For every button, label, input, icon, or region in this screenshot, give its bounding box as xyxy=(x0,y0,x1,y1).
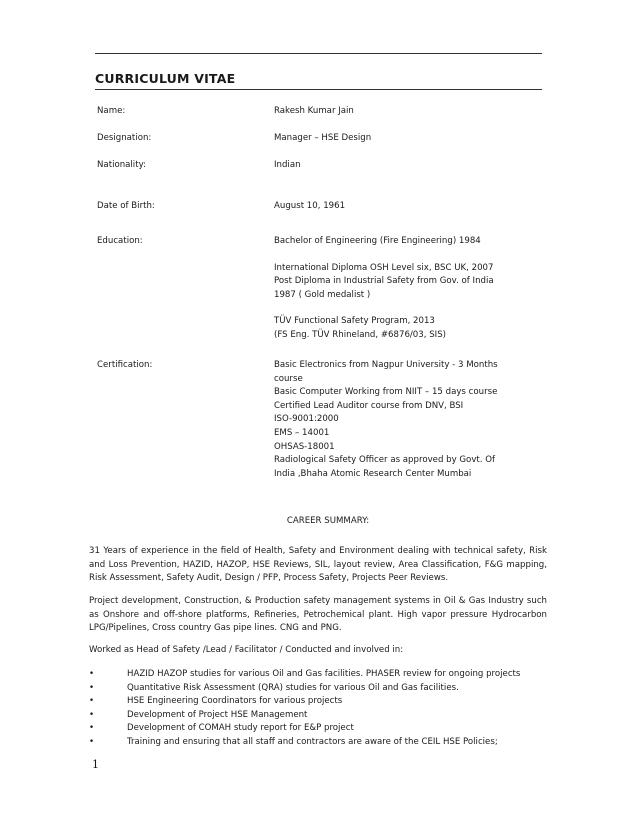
bullet-glyph: • xyxy=(89,736,95,747)
education-label: Education: xyxy=(97,236,143,246)
name-value: Rakesh Kumar Jain xyxy=(274,106,354,116)
list-item: • HAZID HAZOP studies for various Oil and Gas facilities. PHASER review for ongoing projects xyxy=(89,668,549,682)
bullet-glyph: • xyxy=(89,696,95,706)
dob-value: August 10, 1961 xyxy=(274,201,346,211)
designation-value: Manager – HSE Design xyxy=(274,133,372,143)
nationality-value: Indian xyxy=(274,160,301,170)
bullet-glyph: • xyxy=(89,723,95,733)
page-title: CURRICULUM VITAE xyxy=(95,71,236,86)
title-underline xyxy=(95,89,542,90)
top-rule xyxy=(95,53,542,54)
nationality-label: Nationality: xyxy=(97,160,146,170)
career-paragraph-roles: Worked as Head of Safety /Lead / Facilitator / Conducted and involved in: xyxy=(89,645,404,655)
career-summary-heading: CAREER SUMMARY: xyxy=(286,516,370,526)
name-label: Name: xyxy=(97,106,126,116)
list-item: • Quantitative Risk Assessment (QRA) studies for various Oil and Gas facilities. xyxy=(89,682,549,696)
page-number: 1 xyxy=(92,758,99,771)
education-value: Bachelor of Engineering (Fire Engineering) 1984 International Diploma OSH Level six, BSC UK, 2007 Post Diploma in Industrial Safety from Gov. of India 1987 ( Gold medalist ) TÜV Functional Safety Program, 2013 (FS Eng. TÜV Rhineland, #6876/03, SIS) xyxy=(274,236,494,340)
bullet-glyph: • xyxy=(89,669,95,679)
bullet-glyph: • xyxy=(89,709,95,720)
career-paragraph-projects: Project development, Construction, & Production safety management systems in Oil & Gas Industry such as Onshore and off-shore platforms, Refineries, Petrochemical plant. High vapor pressure Hydrocarbon LPG/Pipelines, Cross country Gas pipe lines. CNG and PNG. xyxy=(89,596,547,633)
roles-bullet-list xyxy=(89,668,549,749)
certification-value: Basic Electronics from Nagpur University - 3 Months course Basic Computer Working from NIIT – 15 days course Certified Lead Auditor course from DNV, BSI ISO-9001:2000 EMS – 14001 OHSAS-18001 Radiological Safety Officer as approved by Govt. Of India ,Bhaha Atomic Research Center Mumbai xyxy=(274,360,498,479)
dob-label: Date of Birth: xyxy=(97,201,155,211)
bullet-glyph: • xyxy=(89,682,95,693)
list-item: • Development of COMAH study report for E&P project xyxy=(89,722,549,736)
certification-label: Certification: xyxy=(97,360,153,370)
list-item: • Training and ensuring that all staff and contractors are aware of the CEIL HSE Policies; xyxy=(89,736,549,750)
list-item: • Development of Project HSE Management xyxy=(89,709,549,723)
designation-label: Designation: xyxy=(97,133,152,143)
list-item: • HSE Engineering Coordinators for various projects xyxy=(89,695,549,709)
career-paragraph-experience: 31 Years of experience in the field of Health, Safety and Environment dealing with technical safety, Risk and Loss Prevention, HAZID, HAZOP, HSE Reviews, SIL, layout review, Area Classification, F&G mapping, Risk Assessment, Safety Audit, Design / PFP, Process Safety, Projects Peer Reviews. xyxy=(89,546,547,583)
